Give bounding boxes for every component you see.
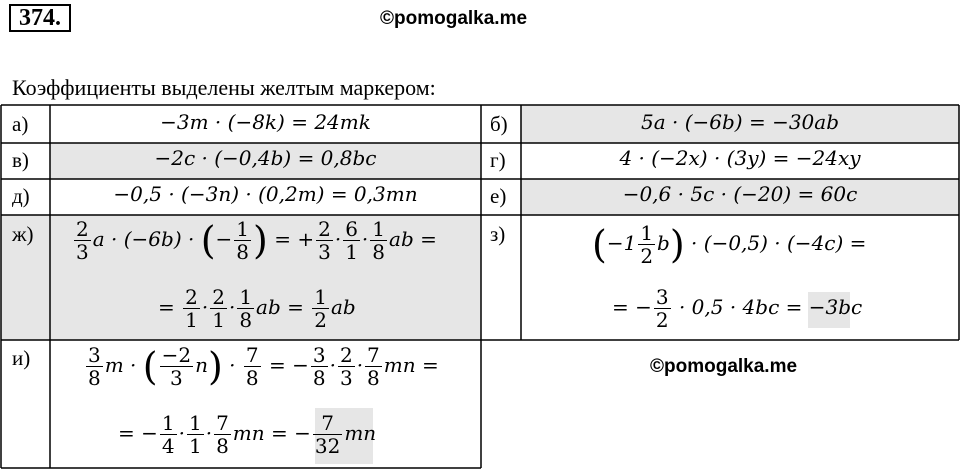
watermark-bottom: ©pomogalka.me xyxy=(650,356,798,377)
label-a: а) xyxy=(12,112,29,136)
equation-z-line1: (−1 $\frac{1}{2}$ b) · (−0,5) · (−4c) = xyxy=(592,221,867,268)
equation-e: −0,6 · 5c · (−20) = 60c xyxy=(622,182,858,206)
equation-i-line2: = − $\frac{1}{4}$ · $\frac{1}{1}$ · $\frac{7}{8}$ mn = − $\frac{7}{32}$ mn xyxy=(118,411,377,458)
problem-number: 374. xyxy=(9,4,71,32)
label-g: г) xyxy=(490,148,506,172)
label-e: е) xyxy=(490,184,507,208)
equation-z-line2: = − $\frac{3}{2}$ · 0,5 · 4bc = −3bc xyxy=(612,285,863,332)
label-i: и) xyxy=(12,346,31,370)
equation-zh-line2: = $\frac{2}{1}$ · $\frac{2}{1}$ · $\frac{1}{8}$ ab = $\frac{1}{2}$ ab xyxy=(158,285,356,332)
label-z: з) xyxy=(490,222,506,246)
equation-a: −3m · (−8k) = 24mk xyxy=(160,110,371,134)
equation-b: 5a · (−6b) = −30ab xyxy=(640,110,840,134)
equation-zh-line1: $\frac{2}{3}$ a · (−6b) · (− $\frac{1}{8}$ ) = + $\frac{2}{3}$ · $\frac{6}{1}$ · $\frac{1}{8}$ ab = xyxy=(76,217,437,264)
label-v: в) xyxy=(12,148,29,172)
equation-i-line1: $\frac{3}{8}$ m · ( $\frac{-2}{3}$ n) · $\frac{7}{8}$ = − $\frac{3}{8}$ · $\frac{2}{3}$ · $\frac{7}{8}$ mn = xyxy=(88,343,439,390)
label-d: д) xyxy=(12,184,30,208)
watermark-top: ©pomogalka.me xyxy=(380,8,528,29)
equation-v: −2c · (−0,4b) = 0,8bc xyxy=(154,146,377,170)
label-zh: ж) xyxy=(12,222,34,246)
intro-text: Коэффициенты выделены желтым маркером: xyxy=(12,75,436,100)
label-b: б) xyxy=(490,112,508,136)
equation-g: 4 · (−2x) · (3y) = −24xy xyxy=(619,146,861,170)
equation-d: −0,5 · (−3n) · (0,2m) = 0,3mn xyxy=(113,182,418,206)
